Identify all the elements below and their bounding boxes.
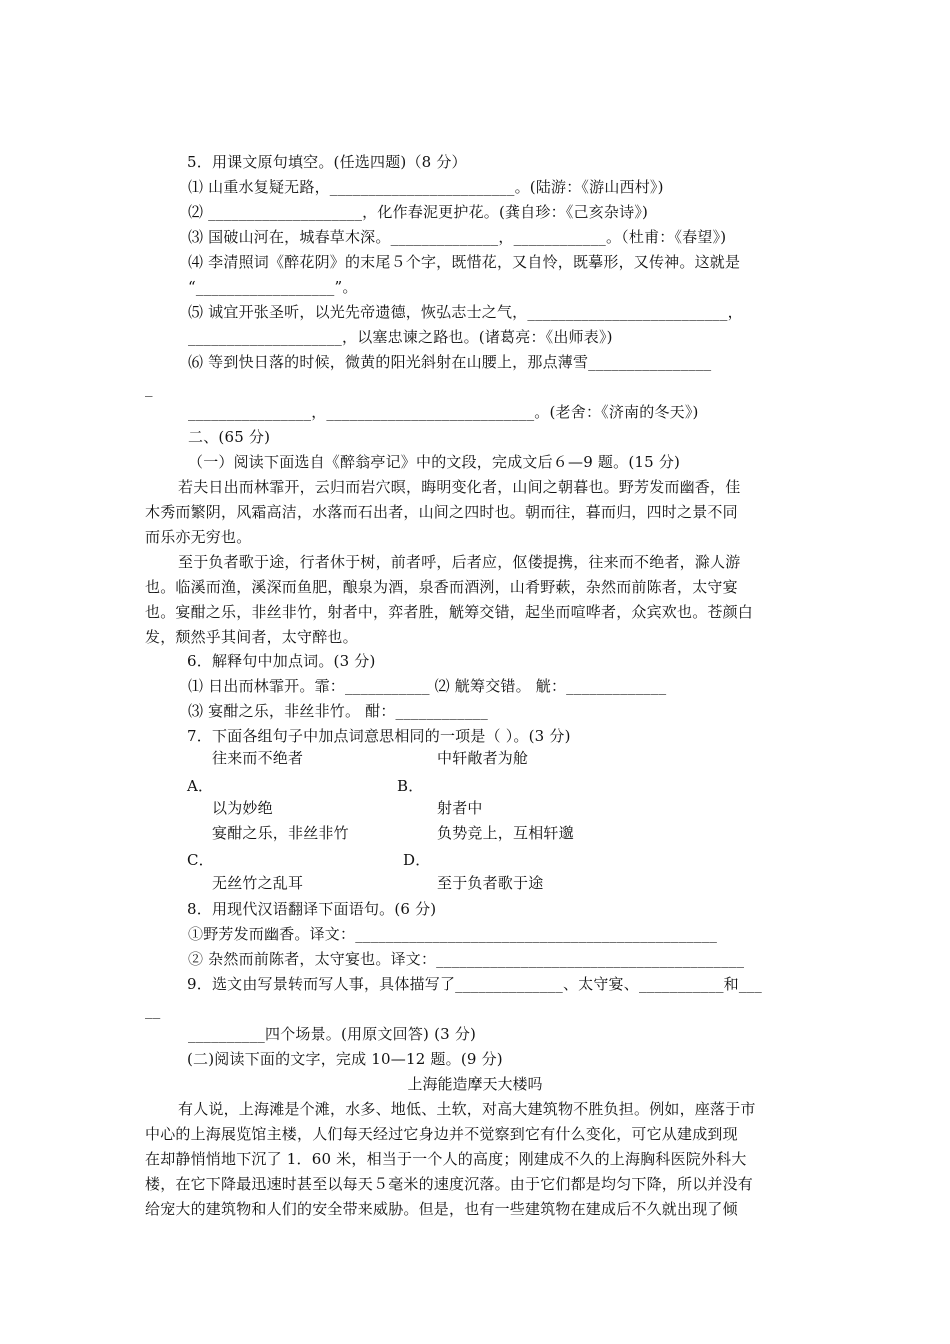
passage-2-line: 至于负者歌于途，行者休于树，前者呼，后者应，伛偻提携，往来而不绝者，滁人游	[178, 553, 741, 571]
q5-item-1: ⑴ 山重水复疑无路，________________________。(陆游：《游山西村》)	[188, 178, 664, 196]
q7-option-d-top: 负势竞上，互相轩邈	[437, 824, 574, 842]
passage-2-line: 也。临溪而渔，溪深而鱼肥，酿泉为酒，泉香而酒洌，山肴野蔌，杂然而前陈者，太守宴	[145, 578, 738, 596]
q6-line-2: ⑶ 宴酣之乐，非丝非竹。 酣：____________	[188, 702, 488, 720]
q7-title: 7．下面各组句子中加点词意思相同的一项是（ ）。(3 分)	[187, 727, 571, 745]
q9-line-2: __________四个场景。(用原文回答) (3 分)	[188, 1025, 477, 1043]
part-1-intro: （一）阅读下面选自《醉翁亭记》中的文段，完成文后６—9 题。(15 分)	[188, 453, 681, 471]
q5-item-6-dash: _	[145, 379, 153, 397]
q8-line-2: ② 杂然而前陈者，太守宴也。译文：________________________________________	[188, 950, 745, 968]
article-line: 有人说，上海滩是个滩，水多、地低、土软，对高大建筑物不胜负担。例如，座落于市	[178, 1100, 756, 1118]
q8-title: 8．用现代汉语翻译下面语句。(6 分)	[187, 900, 437, 918]
q7-option-a-label: A．	[187, 777, 214, 795]
q7-option-b-label: B．	[397, 777, 424, 795]
passage-1-line: 木秀而繁阴，风霜高洁，水落而石出者，山间之四时也。朝而往，暮而归，四时之景不同	[145, 503, 738, 521]
q5-item-5-line1: ⑸ 诚宜开张圣听，以光先帝遗德，恢弘志士之气，__________________________，	[188, 303, 743, 321]
q5-item-6-line1: ⑹ 等到快日落的时候，微黄的阳光斜射在山腰上，那点薄雪________________	[188, 353, 712, 371]
q5-item-4-line2: “__________________”。	[188, 278, 358, 296]
q9-dash: __	[145, 1001, 161, 1019]
section-2-heading: 二、(65 分)	[188, 428, 271, 446]
q5-item-2: ⑵ ____________________，化作春泥更护花。(龚自珍：《己亥杂诗》)	[188, 203, 649, 221]
article-line: 在却静悄悄地下沉了 1．60 米，相当于一个人的高度；刚建成不久的上海胸科医院外科大	[145, 1150, 747, 1168]
q5-title: 5．用课文原句填空。(任选四题)（8 分）	[187, 153, 467, 171]
q7-option-c-bottom: 无丝竹之乱耳	[212, 874, 304, 892]
q7-option-c-top: 宴酣之乐，非丝非竹	[212, 824, 349, 842]
article-line: 给宠大的建筑物和人们的安全带来威胁。但是，也有一些建筑物在建成后不久就出现了倾	[145, 1200, 738, 1218]
passage-1-line: 而乐亦无穷也。	[145, 528, 252, 546]
q7-option-b-top: 中轩敞者为舱	[437, 749, 529, 767]
q9-line-1: 9．选文由写景转而写人事，具体描写了______________、太守宴、___________和___	[187, 975, 762, 993]
q5-item-5-line2: ____________________，以塞忠谏之路也。(诸葛亮：《出师表》)	[188, 328, 613, 346]
q7-option-c-label: C．	[187, 851, 214, 869]
passage-1-line: 若夫日出而林霏开，云归而岩穴暝，晦明变化者，山间之朝暮也。野芳发而幽香，佳	[178, 478, 741, 496]
passage-2-line: 发，颓然乎其间者，太守醉也。	[145, 628, 358, 646]
q6-title: 6．解释句中加点词。(3 分)	[187, 652, 376, 670]
passage-2-line: 也。宴酣之乐，非丝非竹，射者中，弈者胜，觥筹交错，起坐而喧哗者，众宾欢也。苍颜白	[145, 603, 754, 621]
part-2-intro: (二)阅读下面的文字，完成 10—12 题。(9 分)	[187, 1050, 503, 1068]
q7-option-d-bottom: 至于负者歌于途	[437, 874, 544, 892]
q5-item-3: ⑶ 国破山河在，城春草木深。______________，____________。（杜甫：《春望》)	[188, 228, 727, 246]
q7-option-d-label: D．	[403, 851, 431, 869]
q7-option-a-bottom: 以为妙绝	[212, 799, 273, 817]
q8-line-1: ①野芳发而幽香。译文：_______________________________________________	[188, 925, 718, 943]
article-line: 楼，在它下降最迅速时甚至以每天５毫米的速度沉落。由于它们都是均匀下降，所以并没有	[145, 1175, 754, 1193]
q7-option-a-top: 往来而不绝者	[212, 749, 304, 767]
article-line: 中心的上海展览馆主楼，人们每天经过它身边并不觉察到它有什么变化，可它从建成到现	[145, 1125, 738, 1143]
q7-option-b-bottom: 射者中	[437, 799, 483, 817]
article-title: 上海能造摩天大楼吗	[407, 1075, 543, 1093]
q6-line-1: ⑴ 日出而林霏开。霏：___________ ⑵ 觥筹交错。 觥：_____________	[188, 677, 667, 695]
q5-item-4-line1: ⑷ 李清照词《醉花阴》的末尾５个字，既惜花，又自怜，既摹形，又传神。这就是	[188, 253, 741, 271]
q5-item-6-line2: ________________，___________________________。(老舍：《济南的冬天》)	[188, 403, 699, 421]
